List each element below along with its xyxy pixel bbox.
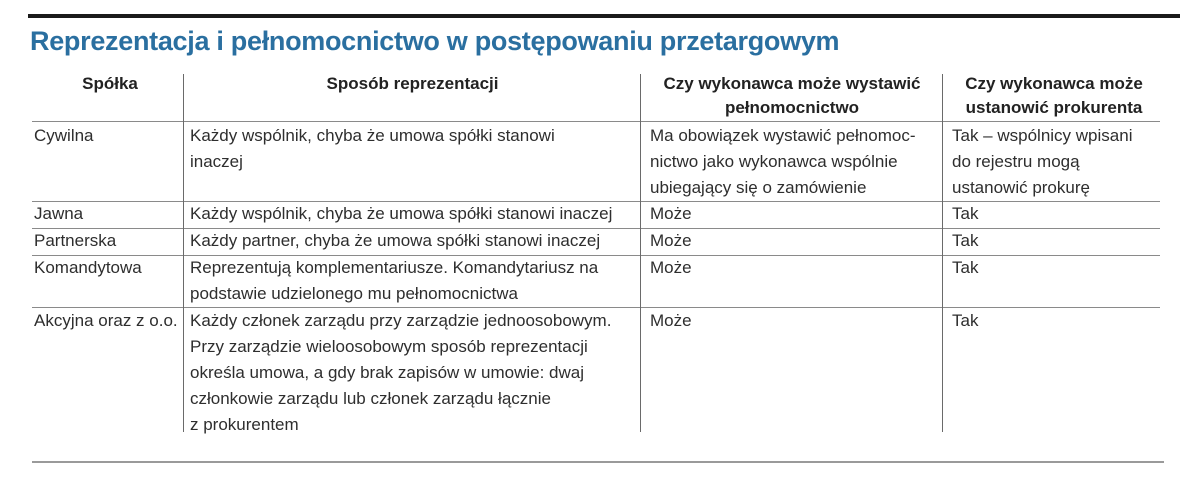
text-line: określa umowa, a gdy brak zapisów w umowie: dwaj bbox=[190, 363, 585, 382]
text-line: Każdy członek zarządu przy zarządzie jednoosobowym. bbox=[190, 311, 612, 330]
cell-proxy bbox=[650, 123, 940, 201]
text-line: Tak bbox=[952, 258, 979, 277]
text-line: inaczej bbox=[190, 152, 243, 171]
cell-procura bbox=[952, 123, 1162, 201]
cell-proxy bbox=[650, 308, 940, 334]
text-line: Reprezentują komplementariusze. Komandytariusz na bbox=[190, 258, 599, 277]
text-line: Każdy partner, chyba że umowa spółki stanowi inaczej bbox=[190, 231, 601, 250]
column-divider bbox=[183, 74, 184, 432]
text-line: członkowie zarządu lub członek zarządu łącznie bbox=[190, 389, 551, 408]
cell-company: Cywilna bbox=[34, 126, 94, 145]
cell-procura bbox=[952, 228, 1162, 254]
text-line: podstawie udzielonego mu pełnomocnictwa bbox=[190, 284, 518, 303]
text-line: Tak bbox=[952, 231, 979, 250]
text-line: Każdy wspólnik, chyba że umowa spółki stanowi inaczej bbox=[190, 204, 613, 223]
cell-proxy bbox=[650, 255, 940, 281]
cell-representation bbox=[190, 228, 638, 254]
text-line: nictwo jako wykonawca wspólnie bbox=[650, 152, 898, 171]
text-line: Może bbox=[650, 204, 692, 223]
text-line: Przy zarządzie wieloosobowym sposób reprezentacji bbox=[190, 337, 588, 356]
text-line: Tak bbox=[952, 204, 979, 223]
text-line: Każdy wspólnik, chyba że umowa spółki stanowi bbox=[190, 126, 555, 145]
header-procura-line1: Czy wykonawca może bbox=[965, 74, 1143, 93]
text-line: do rejestru mogą bbox=[952, 152, 1080, 171]
cell-procura bbox=[952, 201, 1162, 227]
cell-procura bbox=[952, 308, 1162, 334]
cell-company: Akcyjna oraz z o.o. bbox=[34, 311, 178, 330]
cell-representation bbox=[190, 308, 638, 438]
cell-proxy bbox=[650, 228, 940, 254]
text-line: ubiegający się o zamówienie bbox=[650, 178, 867, 197]
row-divider bbox=[32, 121, 1160, 122]
header-company: Spółka bbox=[82, 74, 138, 93]
header-representation: Sposób reprezentacji bbox=[326, 74, 499, 93]
cell-company: Partnerska bbox=[34, 231, 117, 250]
text-line: Ma obowiązek wystawić pełnomoc- bbox=[650, 126, 916, 145]
text-line: Tak – wspólnicy wpisani bbox=[952, 126, 1133, 145]
header-procura-line2: ustanowić prokurenta bbox=[965, 98, 1143, 117]
cell-procura bbox=[952, 255, 1162, 281]
text-line: z prokurentem bbox=[190, 415, 299, 434]
page-title: Reprezentacja i pełnomocnictwo w postępowaniu przetargowym bbox=[30, 26, 840, 56]
text-line: ustanowić prokurę bbox=[952, 178, 1090, 197]
column-divider bbox=[640, 74, 641, 432]
text-line: Może bbox=[650, 231, 692, 250]
text-line: Może bbox=[650, 311, 692, 330]
text-line: Może bbox=[650, 258, 692, 277]
cell-proxy bbox=[650, 201, 940, 227]
header-procura bbox=[944, 72, 1164, 120]
bottom-rule bbox=[32, 461, 1164, 463]
cell-company: Jawna bbox=[34, 204, 84, 223]
cell-representation bbox=[190, 123, 638, 175]
header-proxy-line2: pełnomocnictwo bbox=[724, 98, 860, 117]
header-proxy-line1: Czy wykonawca może wystawić bbox=[663, 74, 921, 93]
cell-representation bbox=[190, 255, 638, 307]
text-line: Tak bbox=[952, 311, 979, 330]
column-divider bbox=[942, 74, 943, 432]
header-proxy bbox=[642, 72, 942, 120]
cell-representation bbox=[190, 201, 638, 227]
cell-company: Komandytowa bbox=[34, 258, 142, 277]
